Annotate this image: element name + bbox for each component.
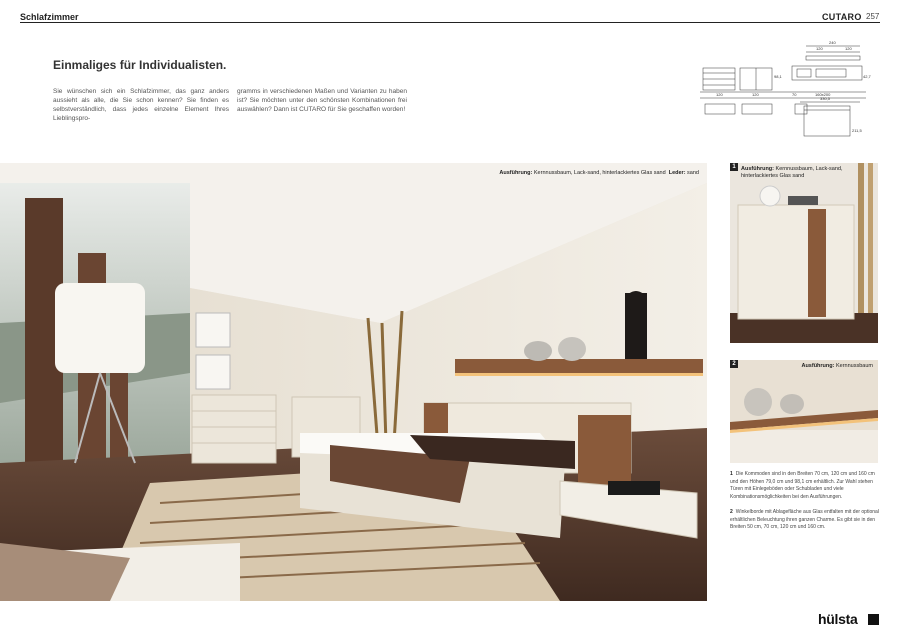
inset-1-caption	[741, 166, 846, 180]
inset-1-number: 1	[730, 163, 738, 171]
inset-2-number: 2	[730, 360, 738, 368]
dim-42: 42,7	[863, 74, 871, 79]
dim-160x200: 160x200	[815, 92, 831, 97]
body-column-1: Sie wünschen sich ein Schlafzimmer, das ganz anders aussieht als alle, die Sie schon kennen? Sie finden es selbstverständlich, dass jedes einzelne Element Ihres Lieblingspro-	[53, 88, 229, 122]
page-number: 257	[866, 12, 880, 21]
dim-70: 70	[792, 92, 797, 97]
caption-label-leather: Leder:	[668, 170, 686, 176]
inset-photo-2	[730, 360, 878, 463]
dim-120-top-left: 120	[816, 46, 823, 51]
caption-label-execution: Ausführung:	[499, 170, 533, 176]
dim-240: 240	[829, 40, 836, 45]
dim-120-top-right: 120	[845, 46, 852, 51]
dim-330: 330,5	[820, 96, 831, 101]
header-rule	[20, 22, 880, 23]
technical-drawing	[700, 40, 871, 145]
caption-text-execution: Kernnussbaum, Lack-sand, hinterlackiertes Glas sand	[532, 170, 666, 176]
brand-logo-mark-icon	[868, 614, 879, 625]
inset-1-caption-text: Kernnussbaum, Lack-sand, hinterlackiertes Glas sand	[741, 166, 843, 179]
main-photo-caption	[499, 170, 699, 176]
section-title: Schlafzimmer	[20, 12, 79, 22]
caption-text-leather: sand	[685, 170, 699, 176]
inset-photo-1	[730, 163, 878, 343]
body-column-2: gramms in verschiedenen Maßen und Varianten zu haben ist? Sie möchten unter den schönsten Kombinationen frei auswählen? Dann ist CUTARO für Sie geschaffen worden!	[237, 88, 407, 113]
note-1-number: 1	[730, 471, 733, 477]
bedroom-photo	[0, 163, 707, 601]
dim-120-b: 120	[752, 92, 759, 97]
dim-120-a: 120	[716, 92, 723, 97]
brand-name: CUTARO	[822, 12, 862, 22]
inset-2-caption-label: Ausführung:	[801, 363, 835, 369]
note-2	[730, 509, 880, 532]
inset-2-caption-text: Kernnussbaum	[834, 363, 873, 369]
dim-98: 98,1	[774, 74, 782, 79]
brand-logo: hülsta	[818, 611, 858, 627]
dim-211: 211,5	[852, 128, 862, 133]
inset-1-caption-label: Ausführung:	[741, 166, 774, 172]
note-1-text: Die Kommoden sind in den Breiten 70 cm, 120 cm und 160 cm und den Höhen 79,0 cm und 98,1 cm erhältlich. Zur Wahl stehen Türen mit Einlegeböden oder Schubladen und viele Kombinationsmöglichkeiten bei den Ausführungen.	[730, 471, 875, 500]
note-1	[730, 471, 880, 501]
note-2-number: 2	[730, 509, 733, 515]
inset-2-caption	[801, 363, 873, 369]
headline: Einmaliges für Individualisten.	[53, 58, 227, 72]
note-2-text: Winkelborde mit Ablagefläche aus Glas entfalten mit der optional erhältlichen Beleuchtung ihren ganzen Charme. Es gibt sie in den Breiten 50 cm, 70 cm, 120 cm und 160 cm.	[730, 509, 879, 530]
